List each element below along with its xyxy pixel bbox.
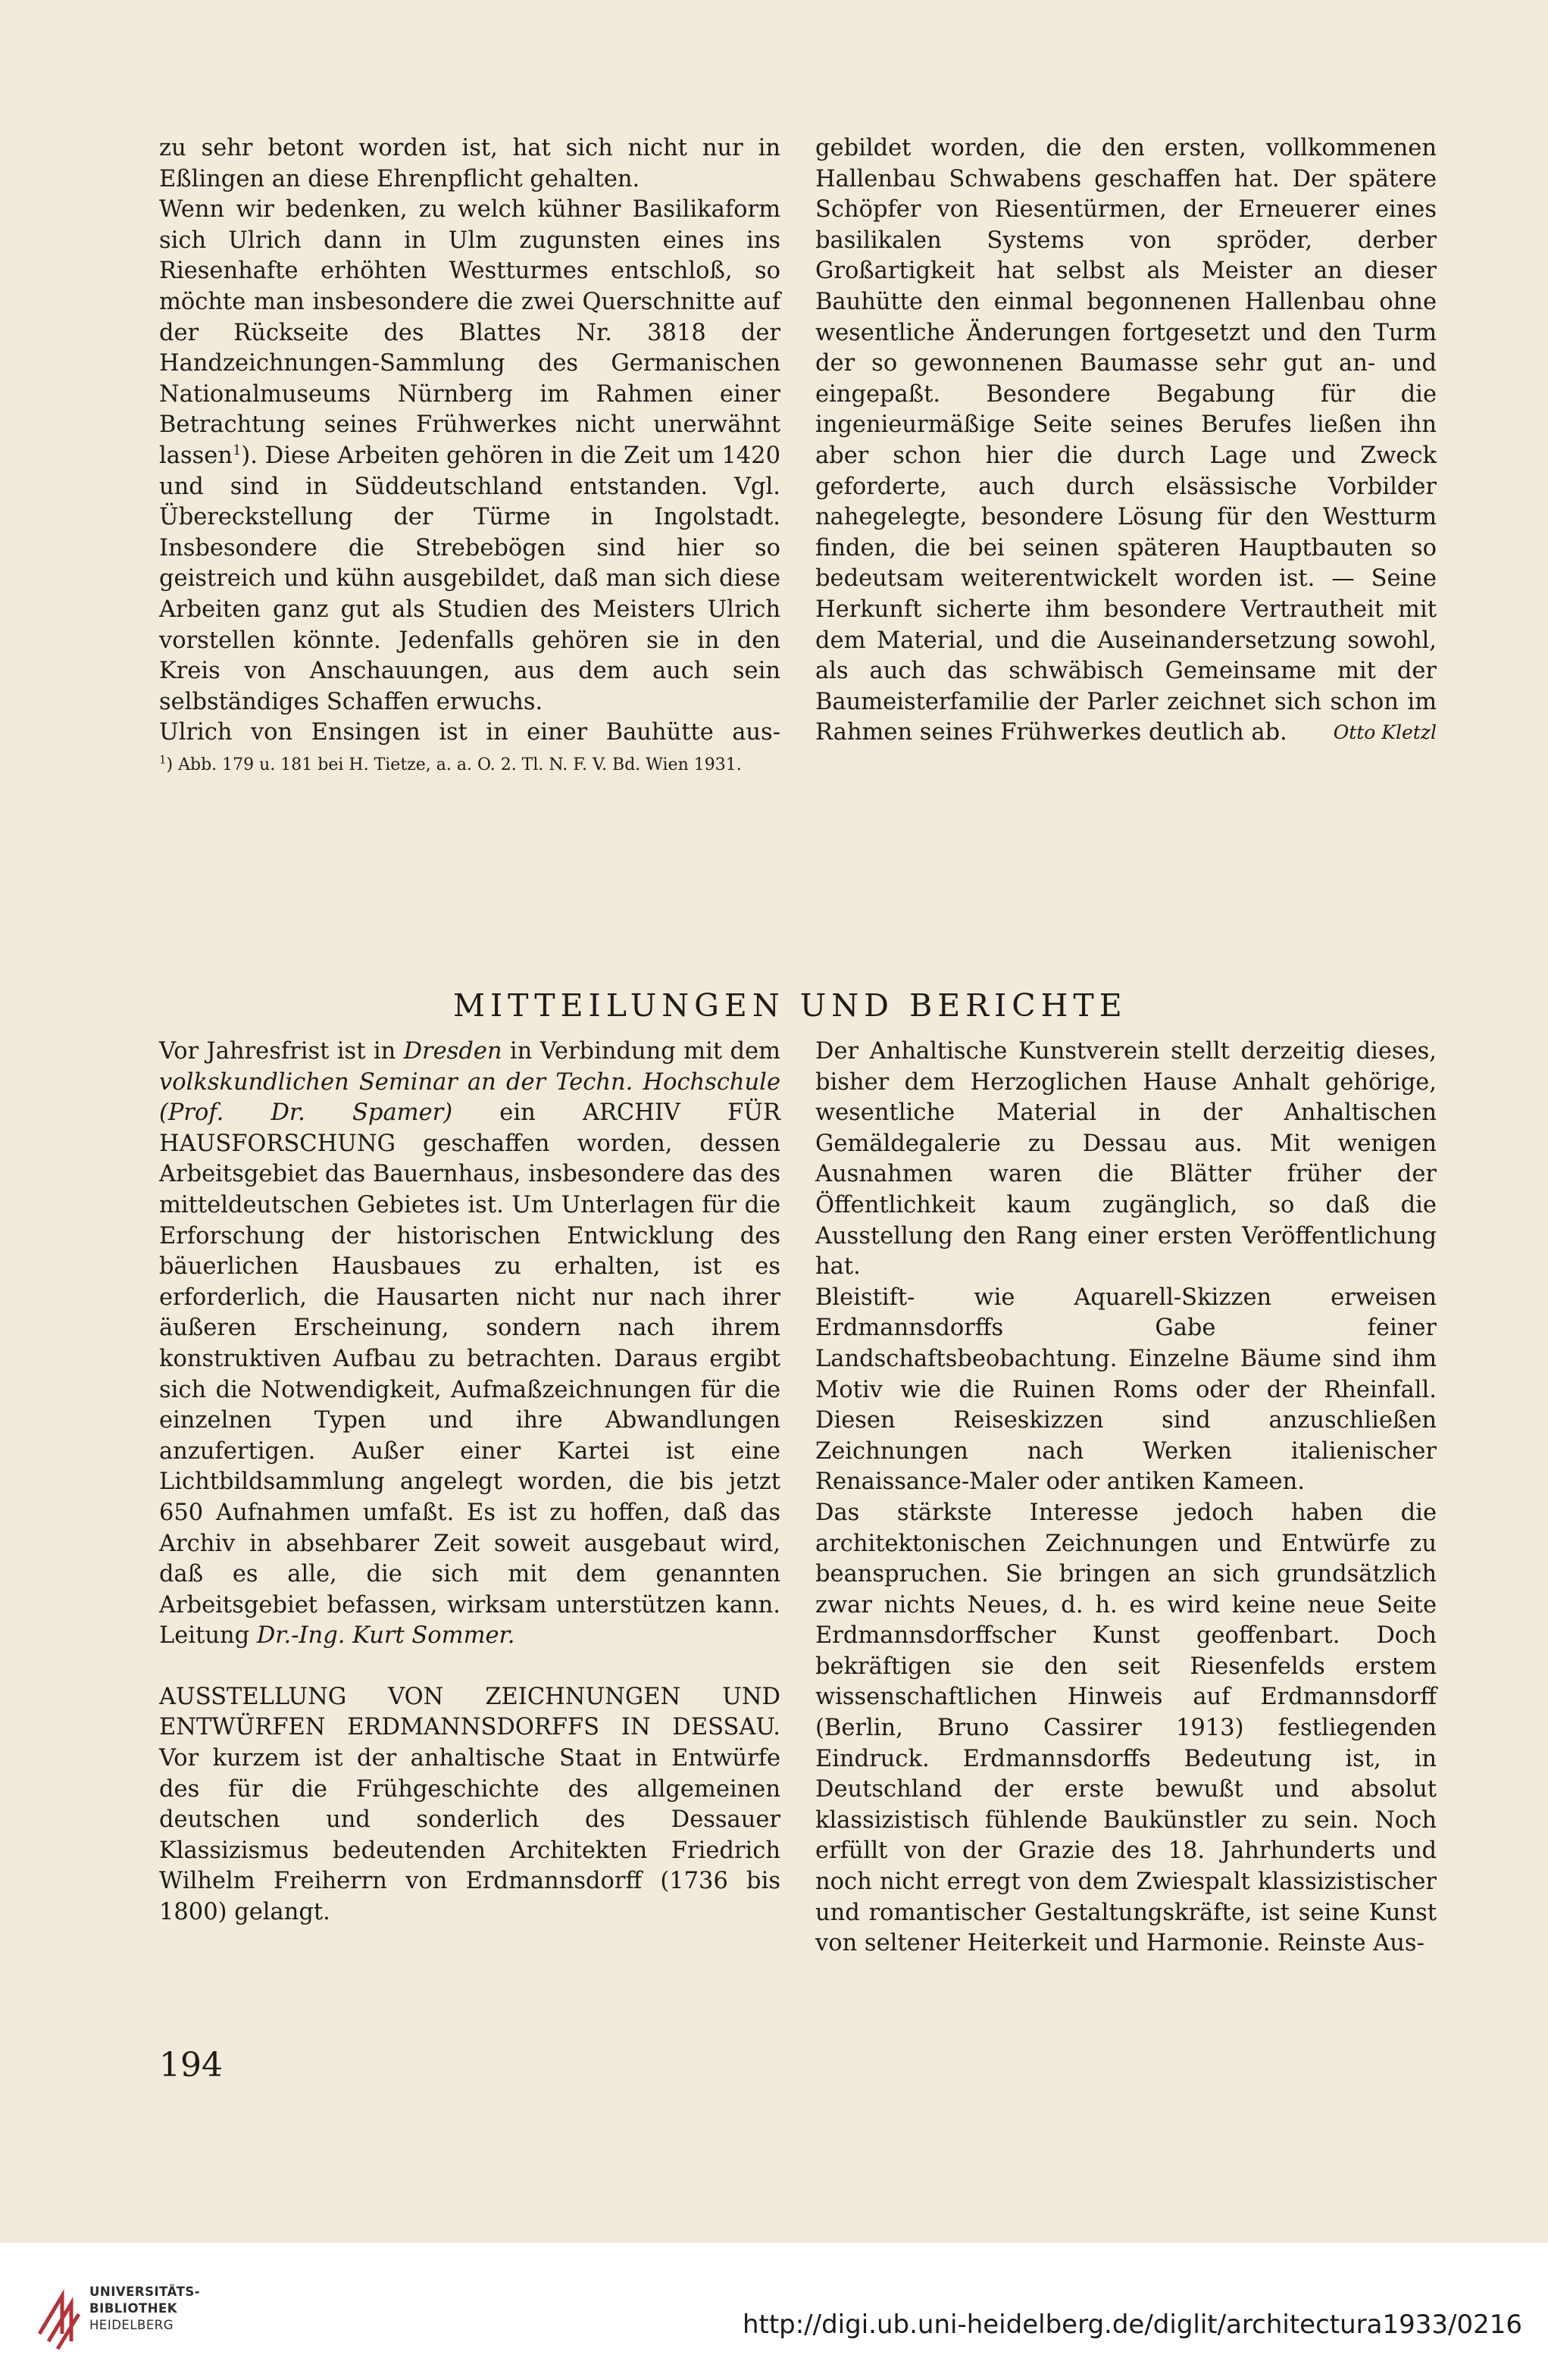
paragraph-text: Wenn wir bedenken, zu welch kühner Basilikaform sich Ulrich dann in Ulm zugunsten eines ins Riesenhafte erhöhten Westturmes entschloß, so möchte man insbesondere die zwei Querschnitte auf der Rückseite des Blattes Nr. 3818 der Handzeichnungen-Sammlung des Germanischen Nationalmuseums Nürnberg im Rahmen einer Betrachtung seines Frühwerkes nicht unerwähnt lassen (159, 196, 780, 469)
paragraph: Bleistift- wie Aquarell-Skizzen erweisen Erdmannsdorffs Gabe feiner Landschaftsbeobachtung. Einzelne Bäume sind ihm Motiv wie die Ruinen Roms oder der Rheinfall. Diesen Reiseskizzen sind anzuschließen Zeichnungen nach Werken italienischer Renaissance-Maler oder antiken Kameen. (815, 1284, 1437, 1496)
paragraph (159, 195, 780, 718)
paragraph-text: in Verbindung mit dem (502, 1038, 780, 1065)
leader-name: Dr.-Ing. Kurt Sommer. (256, 1622, 515, 1650)
author-signature: Otto Kletzl (1333, 721, 1437, 744)
library-logo-icon (36, 2281, 82, 2350)
city-name: Dresden (403, 1038, 502, 1065)
section-title: MITTEILUNGEN UND BERICHTE (453, 987, 1127, 1024)
page-number: 194 (159, 2046, 223, 2084)
paragraph-text: Vor Jahresfrist ist in (159, 1038, 404, 1065)
library-line: HEIDELBERG (89, 2318, 174, 2332)
bottom-right-column (815, 1037, 1437, 1959)
library-name (89, 2284, 200, 2334)
paragraph (815, 133, 1437, 749)
footnote (159, 753, 780, 777)
paragraph: Der Anhaltische Kunstverein stellt derzeitig dieses, bisher dem Herzoglichen Hause Anhalt gehörige, wesentliche Material in der Anhaltischen Gemäldegalerie zu Dessau aus. Mit wenigen Ausnahmen waren die Blätter früher der Öffentlichkeit kaum zugänglich, so daß die Ausstellung den Rang einer ersten Veröffentlichung hat. (815, 1038, 1437, 1281)
footer-bar (0, 2243, 1548, 2380)
paragraph: Das stärkste Interesse jedoch haben die architektonischen Zeichnungen und Entwürfe zu beanspruchen. Sie bringen an sich grundsätzlich zwar nichts Neues, d. h. es wird keine neue Seite Erdmannsdorffscher Kunst geoffenbart. Doch bekräftigen sie den seit Riesenfelds erstem wissenschaftlichen Hinweis auf Erdmannsdorff (Berlin, Bruno Cassirer 1913) festliegenden Eindruck. Erdmannsdorffs Bedeutung ist, in Deutschland der erste bewußt und absolut klassizistisch fühlende Baukünstler zu sein. Noch erfüllt von der Grazie des 18. Jahrhunderts und noch nicht erregt von dem Zwiespalt klassizistischer und romantischer Gestaltungskräfte, ist seine Kunst von seltener Heiterkeit und Harmonie. Reinste Aus- (815, 1499, 1437, 1957)
footnote-text: ) Abb. 179 u. 181 bei H. Tietze, a. a. O. 2. Tl. N. F. V. Bd. Wien 1931. (166, 755, 742, 774)
top-right-column (815, 133, 1437, 749)
library-line: BIBLIOTHEK (89, 2301, 178, 2316)
top-left-column (159, 133, 780, 777)
source-url-link[interactable]: http://digi.ub.uni-heidelberg.de/diglit/architectura1933/0216 (742, 2310, 1522, 2340)
footnote-reference: 1 (232, 442, 242, 458)
paragraph-text: ein ARCHIV FÜR HAUSFORSCHUNG geschaffen worden, dessen Arbeitsgebiet das Bauernhaus, insbesondere das des mitteldeutschen Gebietes ist. Um Unterlagen für die Erforschung der historischen Entwicklung des bäuerlichen Hausbaues zu erhalten, ist es erforderlich, die Hausarten nicht nur nach ihrer äußeren Erscheinung, sondern nach ihrem konstruktiven Aufbau zu betrachten. Daraus ergibt sich die Notwendigkeit, Aufmaßzeichnungen für die einzelnen Typen und ihre Abwandlungen anzufertigen. Außer einer Kartei ist eine Lichtbildsammlung angelegt worden, die bis jetzt 650 Aufnahmen umfaßt. Es ist zu hoffen, daß das Archiv in absehbarer Zeit soweit ausgebaut wird, daß es alle, die sich mit dem genannten Arbeitsgebiet befassen, wirksam unterstützen kann. Leitung (159, 1099, 780, 1650)
article-heading: AUSSTELLUNG VON ZEICHNUNGEN UND ENTWÜRFEN ERDMANNSDORFFS IN DESSAU. (159, 1683, 780, 1741)
paragraph-text: Vor kurzem ist der anhaltische Staat in Entwürfe des für die Frühgeschichte des allgemeinen deutschen und sonderlich des Dessauer Klassizismus bedeutenden Architekten Friedrich Wilhelm Freiherrn von Erdmannsdorff (1736 bis 1800) gelangt. (159, 1745, 780, 1926)
footnote-mark: 1 (159, 752, 167, 767)
paragraph-text: ). Diese Arbeiten gehören in die Zeit um 1420 und sind in Süddeutschland entstanden. Vgl. Übereckstellung der Türme in Ingolstadt. Insbesondere die Strebebögen sind hier so geistreich und kühn ausgebildet, daß man sich diese Arbeiten ganz gut als Studien des Meisters Ulrich vorstellen könnte. Jedenfalls gehören sie in den Kreis von Anschauungen, aus dem auch sein selbständiges Schaffen erwuchs. (159, 442, 780, 715)
paragraph (159, 1037, 780, 1652)
paragraph (159, 1682, 780, 1928)
bottom-left-column (159, 1037, 780, 1928)
paragraph-text: gebildet worden, die den ersten, vollkommenen Hallenbau Schwabens geschaffen hat. Der spätere Schöpfer von Riesentürmen, der Erneuerer eines basilikalen Systems von spröder, derber Großartigkeit hat selbst als Meister an dieser Bauhütte den einmal begonnenen Hallenbau ohne wesentliche Änderungen fortgesetzt und den Turm der so gewonnenen Baumasse sehr gut an- und eingepaßt. Besondere Begabung für die ingenieurmäßige Seite seines Berufes ließen ihn aber schon hier die durch Lage und Zweck geforderte, auch durch elsässische Vorbilder nahegelegte, besondere Lösung für den Westturm finden, die bei seinen späteren Hauptbauten so bedeutsam weiterentwickelt worden ist. — Seine Herkunft sicherte ihm besondere Vertrautheit mit dem Material, und die Auseinandersetzung sowohl, als auch das schwäbisch Gemeinsame mit der Baumeisterfamilie der Parler zeichnet sich schon im Rahmen seines Frühwerkes deutlich ab. (815, 135, 1437, 746)
paragraph: Ulrich von Ensingen ist in einer Bauhütte aus- (159, 719, 780, 746)
seminar-name: volkskundlichen Seminar an der Techn. Hochschule (Prof. Dr. Spamer) (159, 1068, 780, 1127)
library-line: UNIVERSITÄTS- (89, 2285, 201, 2299)
paragraph: zu sehr betont worden ist, hat sich nicht nur in Eßlingen an diese Ehrenpflicht gehalten. (159, 135, 780, 192)
